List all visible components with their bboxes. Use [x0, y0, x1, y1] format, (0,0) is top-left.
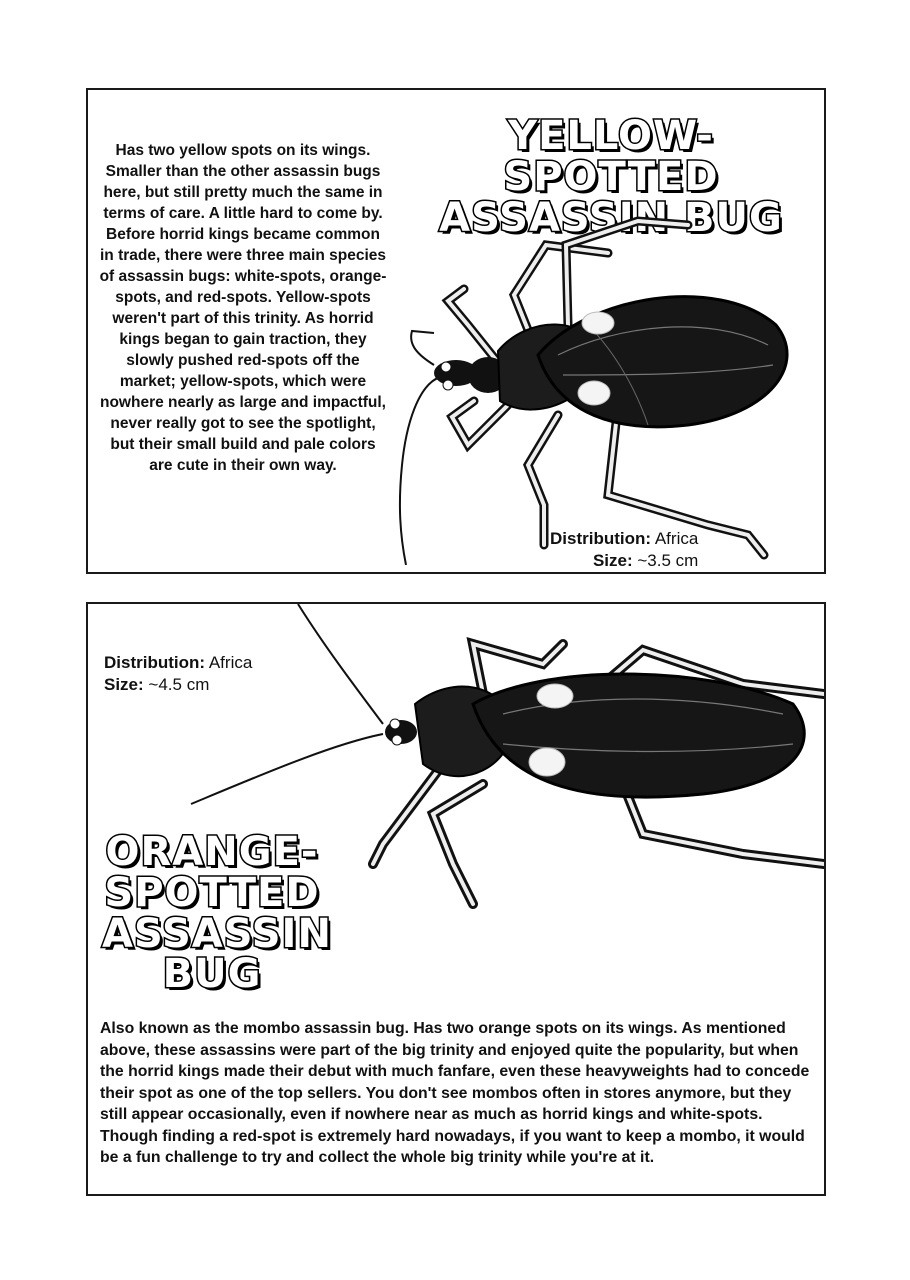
orange-spotted-panel	[86, 602, 826, 1196]
distribution-value: Africa	[654, 529, 699, 548]
orange-spotted-description: Also known as the mombo assassin bug. Has two orange spots on its wings. As mentioned above, these assassins were part of the big trinity and enjoyed quite the popularity, but when the horrid kings made their debut with much fanfare, even these heavyweights had to concede their spot as one of the top sellers. You don't see mombos often in stores anymore, but they still appear occasionally, even if nowhere near as much as horrid kings and white-spots. Though finding a red-spot is extremely hard nowadays, if you want to keep a mombo, it would be a fun challenge to try and collect the whole big trinity while you're at it.	[100, 1020, 810, 1166]
yellow-spotted-title: YELLOW-SPOTTED ASSASSIN BUG	[439, 113, 783, 241]
orange-spotted-info	[104, 652, 252, 696]
yellow-spotted-info	[550, 528, 698, 572]
size-label: Size:	[104, 675, 144, 694]
distribution-label: Distribution:	[104, 653, 206, 672]
size-value: ~4.5 cm	[148, 675, 210, 694]
distribution-label: Distribution:	[550, 529, 652, 548]
size-label: Size:	[592, 551, 633, 570]
size-value: ~3.5 cm	[637, 551, 699, 570]
orange-spotted-title: ORANGE-SPOTTED ASSASSIN BUG	[102, 829, 332, 998]
yellow-spotted-description: Has two yellow spots on its wings. Smaller than the other assassin bugs here, but still pretty much the same in terms of care. A little hard to come by. Before horrid kings became common in trade, there were three main species of assassin bugs: white-spots, orange-spots, and red-spots. Yellow-spots weren't part of this trinity. As horrid kings began to gain traction, they slowly pushed red-spots off the market; yellow-spots, which were nowhere nearly as large and impactful, never really got to see the spotlight, but their small build and pale colors are cute in their own way.	[99, 142, 387, 474]
distribution-value: Africa	[208, 653, 253, 672]
yellow-spotted-panel	[86, 88, 826, 574]
yellow-spotted-assassin-bug-illustration	[388, 205, 808, 565]
